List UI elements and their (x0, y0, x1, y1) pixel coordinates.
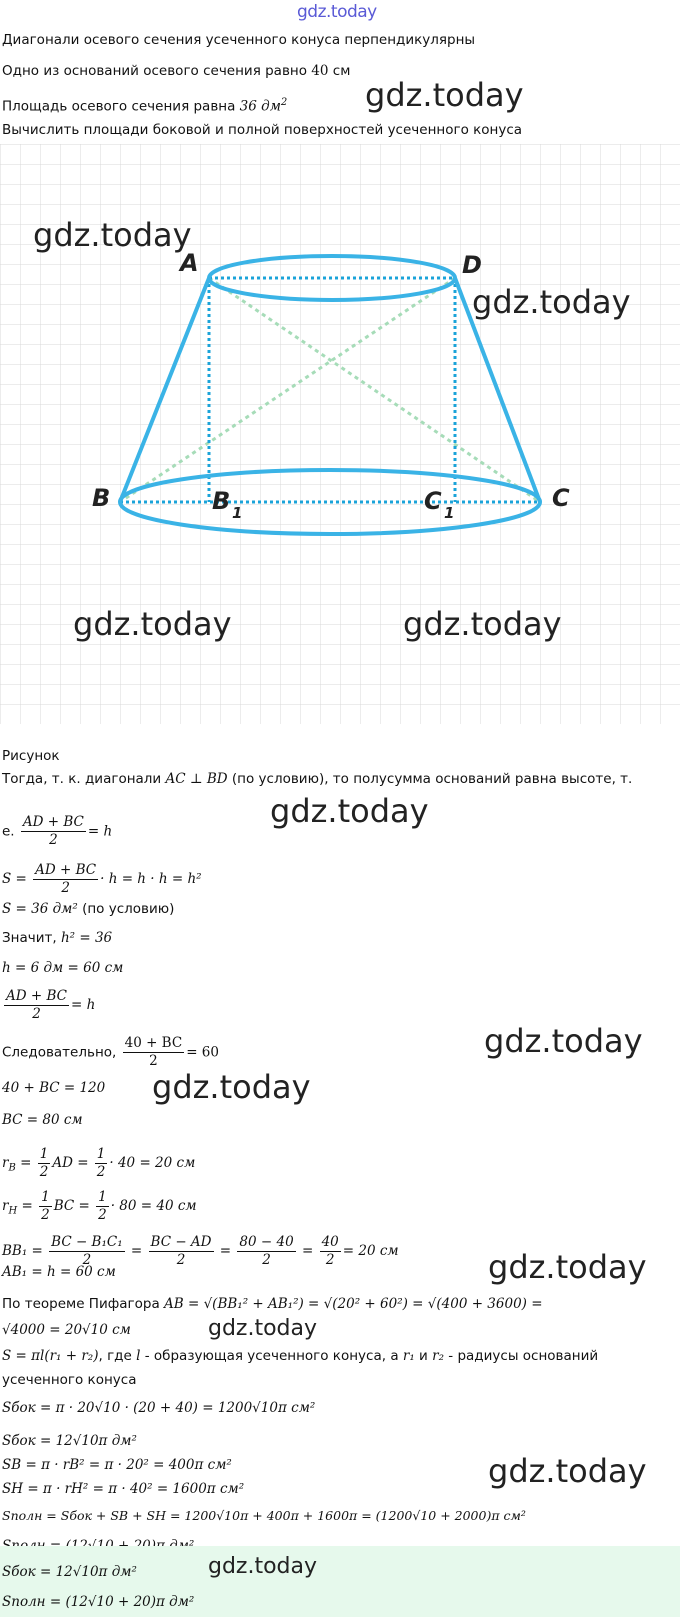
label-b: B (92, 484, 111, 512)
watermark: gdz.today (403, 605, 562, 643)
rh-value: · 80 = 40 см (110, 1198, 197, 1214)
bb1-fraction-3 (237, 1234, 295, 1269)
watermark: gdz.today (484, 1022, 643, 1060)
pythagoras-text: По теореме Пифагора (2, 1296, 165, 1312)
solution-line-16: √4000 = 20√10 см (2, 1322, 131, 1338)
radius-symbol: r (2, 1198, 9, 1214)
base-value: 40 (311, 63, 329, 79)
solution-line-17 (2, 1346, 598, 1366)
area-product: · h = h · h = h² (100, 871, 202, 887)
solution-line-12: $r_H$ = $\frac{1}{2}$ BC = $\frac{1}{2}$ · 80 = 40 см (2, 1189, 197, 1223)
bb1-value: = 20 см (342, 1243, 399, 1259)
fraction-denominator: 2 (32, 1006, 41, 1022)
fraction-denominator: 2 (176, 1252, 186, 1268)
watermark: gdz.today (365, 76, 524, 114)
watermark: gdz.today (488, 1452, 647, 1490)
fraction-numerator: 1 (98, 1189, 107, 1205)
solution-line-22: SH = π · rH² = π · 40² = 1600π см² (2, 1481, 245, 1497)
fraction-numerator: 40 (321, 1234, 339, 1250)
solution-line-2-text: е. (2, 823, 15, 840)
half-sum-fraction (4, 988, 69, 1023)
fraction-numerator: AD + BC (6, 988, 67, 1004)
formula-text: и (414, 1348, 433, 1364)
half-sum-fraction (21, 814, 86, 849)
solution-line-7 (2, 988, 95, 1023)
bb1-fraction-4 (320, 1234, 341, 1269)
bb1-fraction-2 (149, 1234, 214, 1269)
solution-line-11: $r_B$ = $\frac{1}{2}$ AD = $\frac{1}{2}$ · 40 = 20 см (2, 1146, 196, 1180)
label-d: D (462, 251, 482, 279)
solution-line-13: BB₁ = $\frac{\text{BC − B₁C₁}}{2}$ = $\frac{BC - AD}{2}$ = $\frac{80 - 40}{2}$ = $\frac{40}{2}$ = 20 см (2, 1234, 399, 1268)
label-b1: B (212, 487, 231, 515)
solution-line-1-text: Тогда, т. к. диагонали (2, 771, 166, 787)
h-squared: h² = 36 (60, 930, 113, 946)
half-sum-fraction (33, 862, 98, 897)
problem-line-1: Диагонали осевого сечения усеченного конуса перпендикулярны (2, 32, 476, 48)
solution-line-1-end: (по условию), то полусумма оснований равна высоте, т. (227, 771, 633, 787)
equals-h: = h (87, 823, 113, 840)
solution-line-23: Sполн = Sбок + SB + SH = 1200√10π + 400π + 1600π = (1200√10 + 2000)π см² (2, 1508, 526, 1523)
watermark: gdz.today (152, 1068, 311, 1106)
label-a: A (180, 249, 199, 277)
therefore-text: Значит, (2, 930, 61, 946)
r1-symbol: r₁ (402, 1348, 415, 1364)
watermark: gdz.today (33, 216, 192, 254)
solution-line-3: S = $\frac{AD + BC}{2}$ · h = h · h = h² (2, 862, 202, 896)
equals-60: = 60 (186, 1044, 219, 1061)
area-power: 2 (280, 97, 288, 108)
formula-text: - образующая усеченного конуса, а (140, 1348, 403, 1364)
ab-expression: AB = √(BB₁² + AB₁²) = √(20² + 60²) = √(400 + 3600) = (164, 1296, 543, 1312)
fraction-denominator: 2 (49, 832, 58, 848)
half-fraction (39, 1189, 52, 1224)
equals-h: = h (70, 997, 96, 1013)
solution-line-20: Sбок = 12√10π дм² (2, 1433, 137, 1449)
solution-line-10: BC = 80 см (2, 1112, 83, 1128)
site-logo[interactable]: gdz.today (297, 2, 377, 22)
rb-expression: AD = (52, 1155, 93, 1171)
fraction-numerator: BC − AD (150, 1234, 212, 1250)
formula-text: , где (98, 1348, 137, 1364)
label-c1: C (424, 487, 442, 515)
watermark: gdz.today (472, 283, 631, 321)
fraction-numerator: BC − B₁C₁ (51, 1234, 123, 1250)
solution-line-2 (2, 814, 112, 849)
problem-line-2 (2, 61, 350, 81)
fraction-numerator: AD + BC (35, 862, 97, 878)
hence-text: Следовательно, (2, 1044, 121, 1061)
label-b1-sub: 1 (232, 504, 243, 522)
fraction-denominator: 2 (82, 1252, 92, 1268)
rh-expression: BC = (53, 1198, 95, 1214)
solution-line-6: h = 6 дм = 60 см (2, 960, 124, 976)
fraction-denominator: 2 (41, 1207, 50, 1223)
area-given: S = 36 дм² (2, 901, 78, 917)
area-value: 36 дм (239, 98, 281, 115)
solution-line-19: Sбок = π · 20√10 · (20 + 40) = 1200√10π см² (2, 1400, 316, 1416)
r2-symbol: r₂ (432, 1348, 444, 1364)
solution-line-9: 40 + BC = 120 (2, 1080, 106, 1096)
fraction-numerator: 40 + BC (124, 1035, 183, 1051)
rb-value: · 40 = 20 см (109, 1155, 196, 1171)
figure-caption: Рисунок (2, 748, 60, 764)
fraction-denominator: 2 (39, 1164, 49, 1180)
solution-line-21: SB = π · rB² = π · 20² = 400π см² (2, 1457, 232, 1473)
problem-line-2-text: Одно из оснований осевого сечения равно (2, 63, 312, 79)
watermark: gdz.today (488, 1248, 647, 1286)
formula-text: - радиусы оснований (444, 1348, 599, 1364)
perp-expression: AC ⊥ BD (165, 771, 228, 787)
half-fraction (96, 1189, 109, 1224)
fraction-denominator: 2 (262, 1252, 271, 1268)
label-c: C (552, 484, 570, 512)
solution-line-1 (2, 769, 632, 789)
label-c1-sub: 1 (444, 504, 455, 522)
fraction-numerator: 80 − 40 (239, 1234, 294, 1250)
fraction-numerator: 1 (39, 1146, 49, 1162)
fraction-numerator: 1 (41, 1189, 50, 1205)
l-symbol: l (136, 1348, 141, 1364)
bb1-symbol: BB₁ = (2, 1243, 48, 1259)
answer-total: Sполн = (12√10 + 20)π дм² (2, 1594, 195, 1610)
fraction-numerator: AD + BC (22, 814, 84, 830)
watermark: gdz.today (73, 605, 232, 643)
problem-line-3 (2, 93, 287, 117)
solution-line-15 (2, 1294, 543, 1314)
solution-line-8 (2, 1035, 219, 1070)
lateral-formula: S = πl(r₁ + r₂) (2, 1348, 99, 1364)
answer-lateral: Sбок = 12√10π дм² (2, 1564, 137, 1580)
solution-line-5 (2, 928, 112, 948)
half-fraction (95, 1146, 108, 1181)
half-fraction (38, 1146, 51, 1181)
by-condition: (по условию) (77, 901, 175, 917)
watermark: gdz.today (270, 792, 429, 830)
fraction-denominator: 2 (325, 1252, 335, 1268)
fraction-numerator: 1 (96, 1146, 106, 1162)
solution-line-18: усеченного конуса (2, 1372, 137, 1388)
bc-fraction (123, 1035, 185, 1070)
solution-line-4 (2, 899, 174, 919)
fraction-denominator: 2 (98, 1207, 107, 1223)
watermark: gdz.today (208, 1316, 318, 1341)
fraction-denominator: 2 (61, 880, 70, 896)
fraction-denominator: 2 (149, 1053, 158, 1069)
fraction-denominator: 2 (96, 1164, 106, 1180)
radius-symbol: r (2, 1155, 9, 1171)
problem-line-4: Вычислить площади боковой и полной поверхностей усеченного конуса (2, 122, 523, 138)
problem-line-3-text: Площадь осевого сечения равна (2, 98, 240, 115)
watermark: gdz.today (208, 1554, 318, 1579)
solution-line-14: AB₁ = h = 60 см (2, 1264, 116, 1280)
base-unit: см (328, 63, 351, 79)
